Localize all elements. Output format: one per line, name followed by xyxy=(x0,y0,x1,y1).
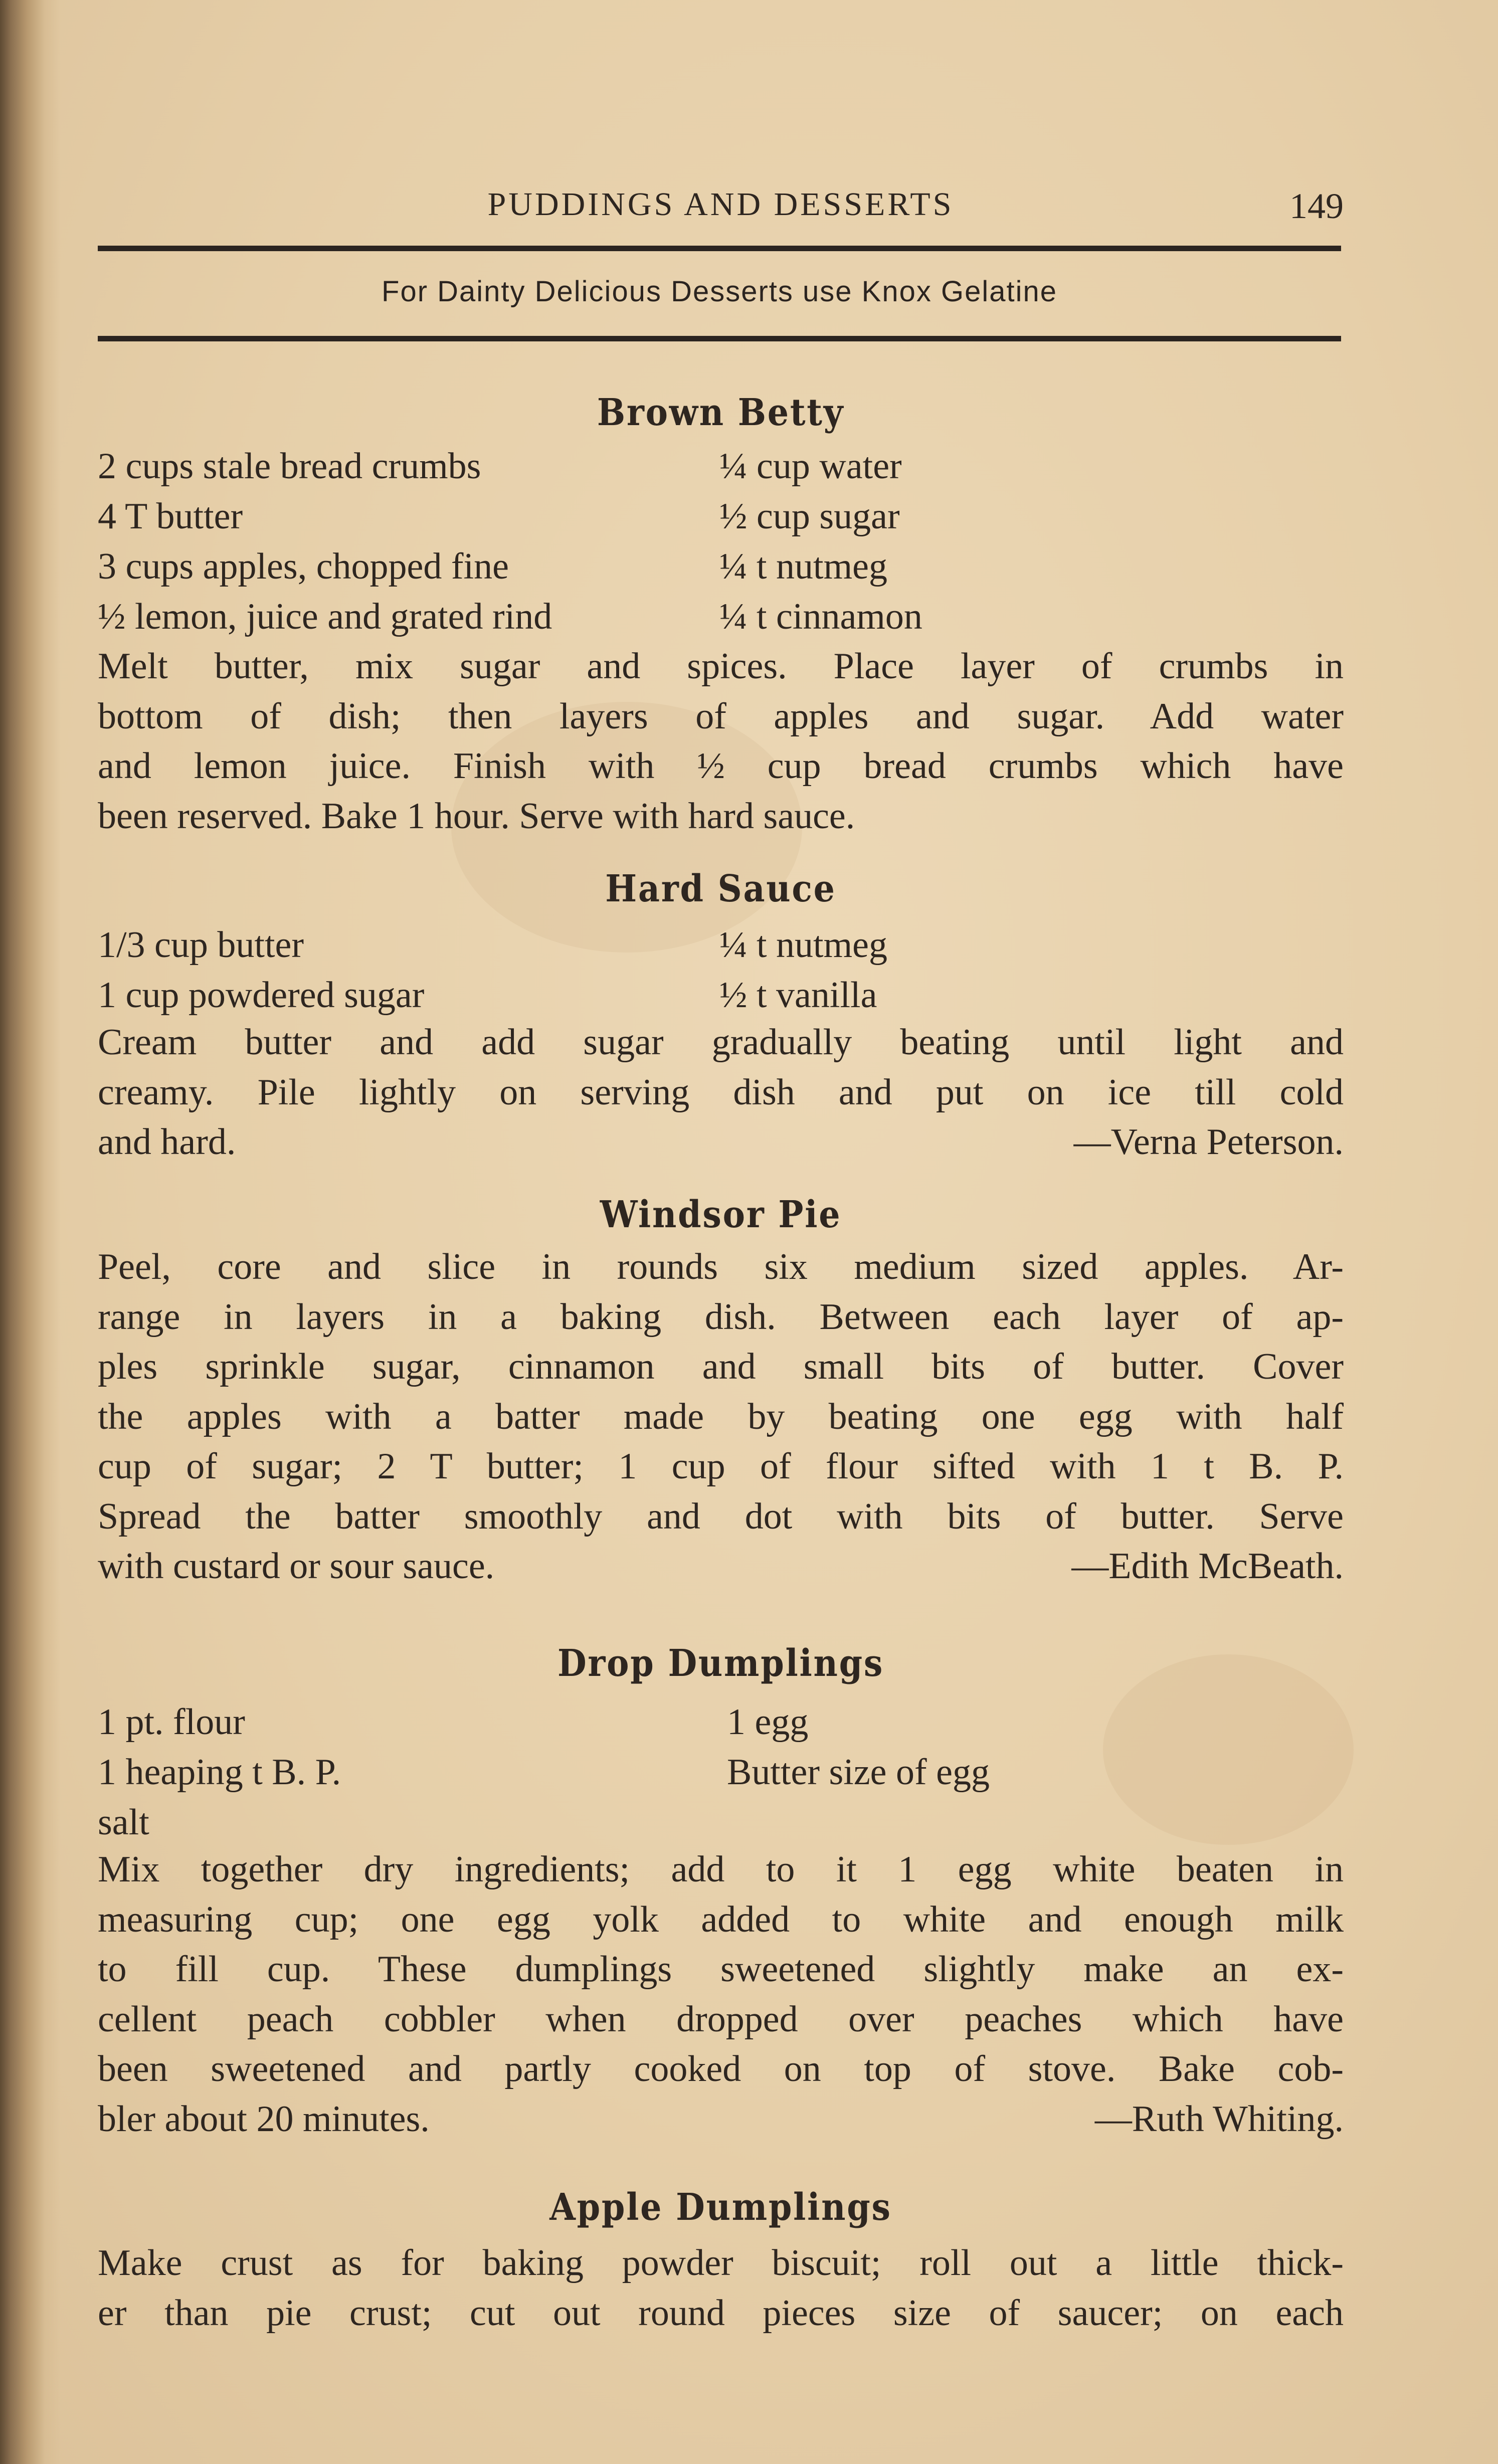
recipe-author: —Verna Peterson. xyxy=(1073,1121,1344,1163)
directions-line: and lemon juice. Finish with ½ cup bread crumbs which have xyxy=(98,745,1344,787)
directions-line: bler about 20 minutes. xyxy=(98,2098,430,2140)
directions-line: Spread the batter smoothly and dot with bits of butter. Serve xyxy=(98,1495,1344,1537)
recipe-directions-hard-sauce xyxy=(98,1018,1344,1168)
ingredient: 4 T butter xyxy=(98,496,243,537)
header-rule-top xyxy=(98,246,1341,251)
ingredient: 1 heaping t B. P. xyxy=(98,1752,341,1793)
directions-line: been reserved. Bake 1 hour. Serve with hard sauce. xyxy=(98,795,855,837)
recipe-directions-drop-dumplings xyxy=(98,1845,1344,2144)
directions-line: ples sprinkle sugar, cinnamon and small bits of butter. Cover xyxy=(98,1346,1344,1387)
ingredient: Butter size of egg xyxy=(727,1752,990,1793)
ingredient: 1 egg xyxy=(727,1701,809,1743)
directions-line: the apples with a batter made by beating one egg with half xyxy=(98,1396,1344,1437)
directions-line: range in layers in a baking dish. Between each layer of ap- xyxy=(98,1296,1344,1338)
directions-line: to fill cup. These dumplings sweetened slightly make an ex- xyxy=(98,1949,1344,1990)
ingredient-row xyxy=(98,491,1344,541)
directions-line-with-author xyxy=(98,1542,1344,1592)
recipe-directions-brown-betty xyxy=(98,642,1344,841)
ingredient: ¼ t nutmeg xyxy=(719,924,888,966)
recipe-author: —Edith McBeath. xyxy=(1071,1546,1344,1587)
ingredient-row xyxy=(98,1697,1344,1747)
directions-line: bottom of dish; then layers of apples and sugar. Add water xyxy=(98,695,1344,737)
directions-line: cup of sugar; 2 T butter; 1 cup of flour sifted with 1 t B. P. xyxy=(98,1446,1344,1487)
ingredient: 1/3 cup butter xyxy=(98,924,304,966)
ingredient-row xyxy=(98,541,1344,592)
recipe-title-brown-betty: Brown Betty xyxy=(597,391,845,434)
directions-line: Make crust as for baking powder biscuit; roll out a little thick- xyxy=(98,2242,1344,2284)
ingredient: ¼ cup water xyxy=(719,446,902,487)
ingredient: 1 pt. flour xyxy=(98,1701,245,1743)
ingredient: ¼ t cinnamon xyxy=(719,596,922,637)
recipe-directions-windsor-pie xyxy=(98,1242,1344,1592)
advertising-tagline: For Dainty Delicious Desserts use Knox Gelatine xyxy=(382,275,1057,308)
ingredient: ½ t vanilla xyxy=(719,975,877,1016)
directions-line-with-author xyxy=(98,2095,1344,2145)
recipe-author: —Ruth Whiting. xyxy=(1094,2098,1344,2140)
directions-line: measuring cup; one egg yolk added to white and enough milk xyxy=(98,1899,1344,1940)
book-spine-shadow xyxy=(0,0,60,2464)
ingredient-row xyxy=(98,970,1344,1020)
directions-line: been sweetened and partly cooked on top of stove. Bake cob- xyxy=(98,2048,1344,2090)
section-title: PUDDINGS AND DESSERTS xyxy=(487,186,954,223)
page-number: 149 xyxy=(1289,186,1344,226)
ingredient-row xyxy=(98,920,1344,970)
recipe-title-hard-sauce: Hard Sauce xyxy=(605,867,836,910)
ingredient: 1 cup powdered sugar xyxy=(98,975,425,1016)
ingredient-row xyxy=(98,441,1344,491)
ingredient-row xyxy=(98,1747,1344,1797)
directions-line: cellent peach cobbler when dropped over peaches which have xyxy=(98,1998,1344,2040)
ingredient-row xyxy=(98,592,1344,642)
directions-line: Peel, core and slice in rounds six medium sized apples. Ar- xyxy=(98,1246,1344,1287)
directions-line: er than pie crust; cut out round pieces size of saucer; on each xyxy=(98,2292,1344,2334)
directions-line: and hard. xyxy=(98,1121,236,1163)
recipe-title-drop-dumplings: Drop Dumplings xyxy=(557,1642,884,1685)
ingredient: ½ cup sugar xyxy=(719,496,900,537)
ingredient: ½ lemon, juice and grated rind xyxy=(98,596,552,637)
recipe-title-apple-dumplings: Apple Dumplings xyxy=(549,2186,892,2229)
recipe-directions-apple-dumplings xyxy=(98,2238,1344,2338)
recipe-title-windsor-pie: Windsor Pie xyxy=(600,1193,842,1236)
ingredient: ¼ t nutmeg xyxy=(719,546,888,587)
ingredient: 3 cups apples, chopped fine xyxy=(98,546,509,587)
directions-line: Melt butter, mix sugar and spices. Place layer of crumbs in xyxy=(98,646,1344,687)
ingredient: salt xyxy=(98,1802,149,1843)
ingredient-row xyxy=(98,1797,1344,1847)
header-rule-bottom xyxy=(98,336,1341,341)
directions-line: Cream butter and add sugar gradually beating until light and xyxy=(98,1022,1344,1063)
directions-line: with custard or sour sauce. xyxy=(98,1546,495,1587)
directions-line: creamy. Pile lightly on serving dish and put on ice till cold xyxy=(98,1071,1344,1113)
running-head xyxy=(98,185,1344,236)
directions-line-with-author xyxy=(98,1117,1344,1168)
ingredient: 2 cups stale bread crumbs xyxy=(98,446,481,487)
directions-line: Mix together dry ingredients; add to it 1 egg white beaten in xyxy=(98,1849,1344,1890)
